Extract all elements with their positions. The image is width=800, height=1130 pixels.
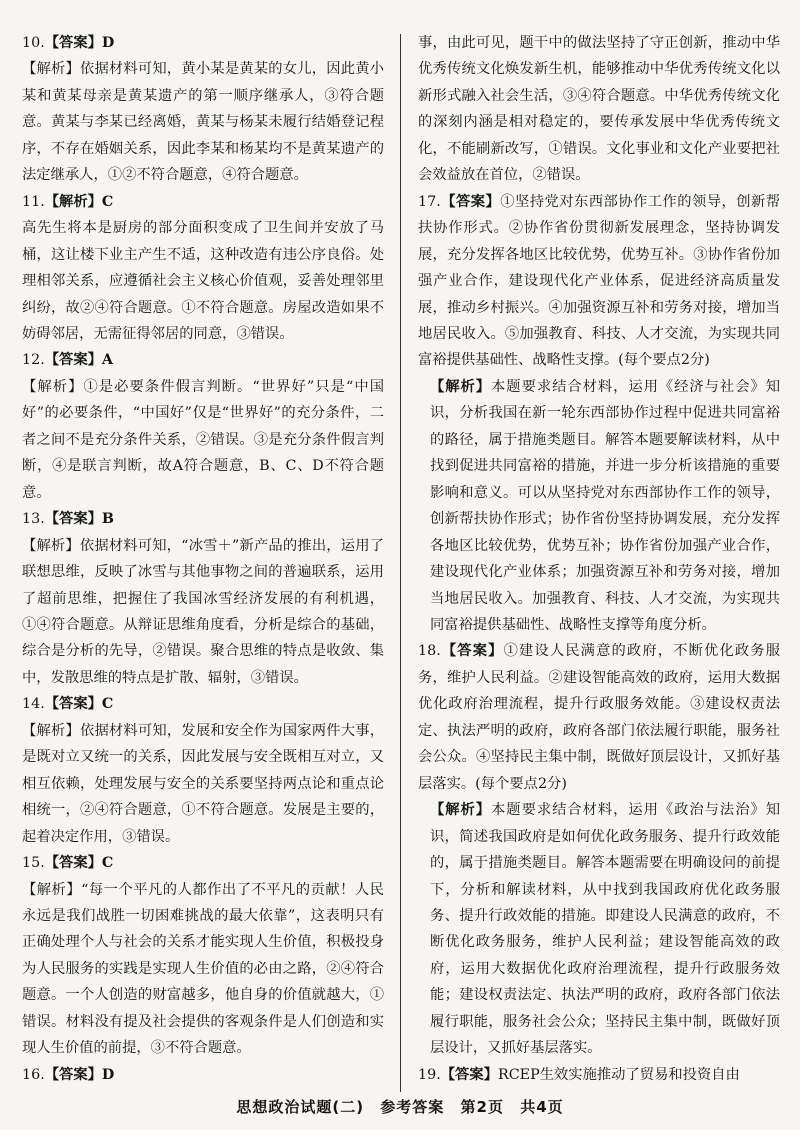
answer-item-17	[418, 189, 780, 374]
question-number: 12.	[22, 352, 45, 369]
question-number: 11.	[22, 193, 45, 210]
column-divider	[400, 34, 401, 1092]
answer-item-14	[22, 691, 384, 850]
page-footer	[0, 1096, 800, 1117]
question-number: 17.	[418, 193, 441, 210]
answer-label: 【答案】A	[44, 352, 114, 369]
answer-label: 【答案】C	[44, 696, 114, 713]
analysis-text: 本题要求结合材料，运用《经济与社会》知识，分析我国在新一轮东西部协作过程中促进共同富裕的路径，属于措施类题目。解答本题要解读材料，从中找到促进共同富裕的措施，并进一步分析该措施的重要影响和意义。可以从坚持党对东西部协作工作的领导，创新帮扶协作形式；协作省份坚持协调发展，充分发挥各地区比较优势，优势互补；协作省份加强产业合作，建设现代化产业体系；加强资源互补和劳务对接，增加当地居民收入。加强教育、科技、人才交流，为实现共同富裕提供基础性、战略性支撑等角度分析。	[430, 378, 780, 633]
answer-text: ①坚持党对东西部协作工作的领导，创新帮扶协作形式。②协作省份贯彻新发展理念，坚持协调发展，充分发挥各地区比较优势，优势互补。③协作省份加强产业合作，建设现代化产业体系，促进经济高质量发展，推动乡村振兴。④加强资源互补和劳务对接，增加当地居民收入。⑤加强教育、科技、人才交流，为实现共同富裕提供基础性、战略性支撑。(每个要点2分)	[418, 193, 780, 369]
analysis-text: 【解析】依据材料可知，“冰雪＋”新产品的推出，运用了联想思维，反映了冰雪与其他事物之间的普遍联系，运用了超前思维，把握住了我国冰雪经济发展的有利机遇，①④符合题意。从辩证思维角度看，分析是综合的基础，综合是分析的先导，②错误。聚合思维的特点是收敛、集中，发散思维的特点是扩散、辐射，③错误。	[22, 537, 384, 686]
answer-label: 【解析】C	[44, 193, 114, 210]
footer-title: 思想政治试题(二)	[236, 1098, 365, 1116]
footer-subtitle: 参考答案	[380, 1098, 445, 1116]
answer-item-15	[22, 850, 384, 1062]
question-number: 13.	[22, 511, 45, 528]
footer-page-number: 第2页	[460, 1098, 504, 1116]
analysis-text: 【解析】“每一个平凡的人都作出了不平凡的贡献！人民永远是我们战胜一切困难挑战的最大依靠”，这表明只有正确处理个人与社会的关系才能实现人生价值，积极投身为人民服务的实践是实现人生价值的必由之路，②④符合题意。一个人创造的财富越多，他自身的价值就越大，①错误。材料没有提及社会提供的客观条件是人们创造和实现人生价值的前提，③不符合题意。	[22, 881, 384, 1057]
question-number: 14.	[22, 696, 45, 713]
analysis-item-18	[418, 797, 780, 1062]
answer-label: 【答案】D	[44, 35, 115, 51]
answer-label: 【答案】D	[44, 1066, 115, 1083]
analysis-text: 【解析】①是必要条件假言判断。“世界好”只是“中国好”的必要条件，“中国好”仅是“世界好”的充分条件，二者之间不是充分条件关系，②错误。③是充分条件假言判断，④是联言判断，故A符合题意，B、C、D不符合题意。	[22, 378, 384, 501]
analysis-text: 【解析】依据材料可知，发展和安全作为国家两件大事，是既对立又统一的关系，因此发展与安全既相互对立，又相互依赖，处理发展与安全的关系要坚持两点论和重点论相统一，②④符合题意，①不符合题意。发展是主要的，起着决定作用，③错误。	[22, 722, 384, 845]
question-number: 10.	[22, 35, 45, 51]
footer-total-pages: 共4页	[520, 1098, 564, 1116]
analysis-label: 【解析】	[430, 802, 492, 819]
answer-item-11	[22, 189, 384, 348]
answer-item-16	[22, 1062, 384, 1088]
question-number: 18.	[418, 643, 441, 660]
question-number: 19.	[418, 1066, 441, 1083]
analysis-text: 事，由此可见，题干中的做法坚持了守正创新，推动中华优秀传统文化焕发新生机，能够推动中华优秀传统文化以新形式融入社会生活，③④符合题意。中华优秀传统文化的深刻内涵是相对稳定的，要传承发展中华优秀传统文化，不能刷新改写，①错误。文化事业和文化产业要把社会效益放在首位，②错误。	[418, 35, 780, 184]
answer-item-10	[22, 30, 384, 189]
question-number: 15.	[22, 855, 45, 872]
answer-label: 【答案】	[440, 643, 504, 660]
answer-label: 【答案】	[440, 193, 501, 210]
answer-text: ①建设人民满意的政府，不断优化政务服务，维护人民利益。②建设智能高效的政府，运用大数据优化政府治理流程，提升行政服务效能。③建设权责法定、执法严明的政府，政府各部门依法履行职能，服务社会公众。④坚持民主集中制，既做好顶层设计，又抓好基层落实。(每个要点2分)	[418, 643, 780, 792]
analysis-item-17	[418, 374, 780, 639]
answer-label: 【答案】	[440, 1066, 498, 1083]
analysis-text: 高先生将本是厨房的部分面积变成了卫生间并安放了马桶，这让楼下业主产生不适，这种改造有违公序良俗。处理相邻关系，应遵循社会主义核心价值观，妥善处理邻里纠纷，故②④符合题意。①不符合题意。房屋改造如果不妨碍邻居，无需征得邻居的同意，③错误。	[22, 220, 384, 342]
answer-item-12	[22, 347, 384, 506]
analysis-text: 本题要求结合材料，运用《政治与法治》知识，简述我国政府是如何优化政务服务、提升行政效能的，属于措施类题目。解答本题需要在明确设问的前提下，分析和解读材料，从中找到我国政府优化政务服务、提升行政效能的措施。即建设人民满意的政府，不断优化政务服务，维护人民利益；建设智能高效的政府，运用大数据优化政府治理流程，提升行政服务效能；建设权责法定、执法严明的政府，政府各部门依法履行职能，服务社会公众；坚持民主集中制，既做好顶层设计，又抓好基层落实。	[430, 802, 780, 1057]
right-column	[418, 30, 780, 1088]
analysis-label: 【解析】	[430, 378, 492, 395]
continued-item-16	[418, 30, 780, 189]
left-column	[22, 30, 384, 1088]
question-number: 16.	[22, 1066, 45, 1083]
answer-label: 【答案】B	[44, 511, 115, 528]
answer-item-18	[418, 638, 780, 797]
answer-label: 【答案】C	[44, 855, 114, 872]
answer-item-19	[418, 1062, 780, 1088]
analysis-text: 【解析】依据材料可知，黄小某是黄某的女儿，因此黄小某和黄某母亲是黄某遗产的第一顺序继承人，③符合题意。黄某与李某已经离婚，黄某与杨某未履行结婚登记程序，不存在婚姻关系，因此李某和杨某均不是黄某遗产的法定继承人，①②不符合题意，④符合题意。	[22, 61, 384, 184]
answer-text: RCEP生效实施推动了贸易和投资自由	[497, 1066, 740, 1083]
answer-item-13	[22, 506, 384, 691]
